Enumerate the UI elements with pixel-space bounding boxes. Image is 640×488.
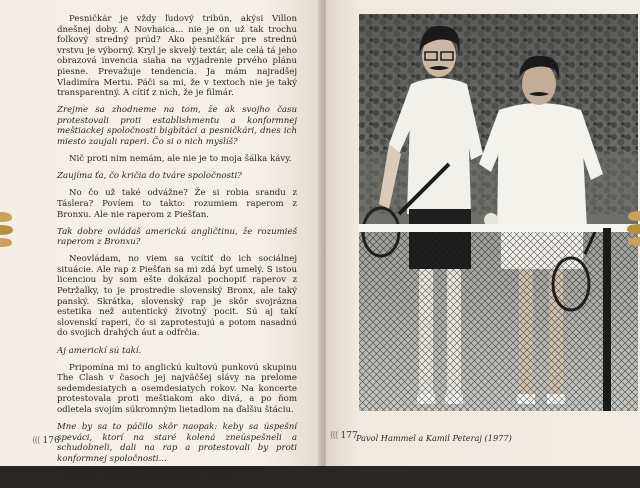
- page-number-text: 177: [340, 431, 358, 441]
- interview-question: Mne by sa to páčilo skôr naopak: keby sa úspešní speváci, ktorí na staré kolená zneúspešneli a schudobneli, dali na rap a protestovali by proti konformnej spoločnosti...: [57, 422, 297, 464]
- interview-question: Zaujíma ťa, čo kričia do tváre spoločnosti?: [57, 171, 242, 182]
- interview-answer: Nič proti nim nemám, ale nie je to moja šálka kávy.: [69, 154, 292, 165]
- interview-question: Zrejme sa zhodneme na tom, že ak svojho času protestovali proti establishmentu a konformnej meštiackej spoločnosti bigbítáci a pesničkári, dnes ich miesto zaujali raperi. Čo si o nich myslíš?: [57, 105, 297, 148]
- interview-answer: No čo už také odvážne? Že si robia srandu z Táslera? Povíem to takto: rozumiem raperom z Bronxu. Ale nie raperom z Piešťan.: [57, 188, 297, 220]
- interview-answer: Pesničkár je vždy ľudový tribún, akýsi Villon dnešnej doby. A Novhaica... nie je on už tak trochu folkový stredný prúd? Ako pesničkár pre strednú vrstvu je výborný. Kryl je skvelý textár, ale celá tá jeho obrazová invencia siaha na vyjadrenie prvého plánu piesne. Prevažuje tendencia. Ja mám najradšej Vladimíra Mertu. Páči sa mi, že v textoch nie je taký transparentný. A cítiť z nich, že je filmár.: [57, 14, 297, 99]
- right-page: [326, 0, 640, 466]
- page-number-right: [330, 431, 358, 441]
- photo-caption: Pavol Hammel a Kamil Peteraj (1977): [356, 433, 512, 443]
- page-clip-left-icon: [0, 208, 14, 250]
- page-number-left: [32, 436, 60, 446]
- interview-text: [57, 14, 297, 488]
- left-page: [0, 0, 322, 481]
- photo-tennis-players: [359, 14, 638, 411]
- page-marks-icon: (((: [32, 436, 40, 446]
- interview-question: Tak dobre ovládaš americkú angličtinu, že rozumieš raperom z Bronxu?: [57, 226, 297, 248]
- photo-image: [359, 14, 638, 411]
- page-number-text: 176: [42, 436, 60, 446]
- interview-question: Aj americkí sú takí.: [57, 345, 142, 356]
- interview-answer: Pripomína mi to anglickú kultovú punkovú skupinu The Clash v časoch jej najväčšej slávy na prelome sedemdesiatych a osemdesiatych rokov. Na koncerte protestovala proti meštiakom ako divá, a po ňom odletela svojím súkromným lietadlom na ďalšiu štáciu.: [57, 362, 297, 415]
- page-clip-right-icon: [626, 207, 640, 249]
- page-marks-icon: (((: [330, 431, 338, 441]
- interview-answer: Neovládam, no viem sa vcítiť do ich sociálnej situácie. Ale rap z Piešťan sa mi zdá byť umelý. S istou licenciou by som ešte dokázal pochopiť raperov z Petržalky, to je prostredie slovenský Bronx, ale taký panský. Skrátka, slovenský rap je skôr svojrázna estetika než autentický životný pocit. Sú aj takí slovenskí raperi, čo si zaprotestujú a potom nasadnú do svojich drahých áut a odfrčia.: [57, 254, 297, 339]
- interview-answer: A mohli by založiť kapelu Nové prúdy.: [69, 470, 234, 481]
